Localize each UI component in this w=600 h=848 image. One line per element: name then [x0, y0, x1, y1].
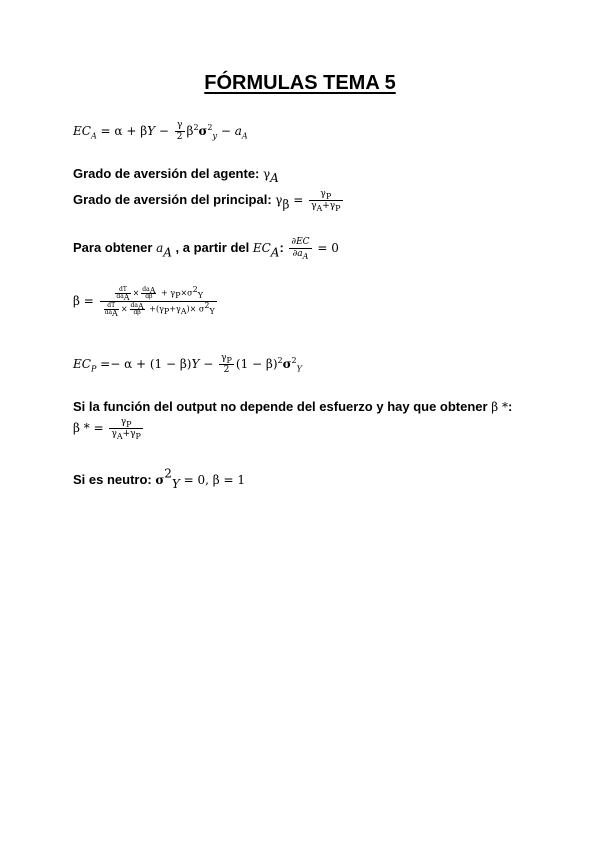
minus-sign: − — [155, 124, 173, 138]
beta-star-formula: β * = $\frac{\gamma_P}{\gamma_A+\gamma_P}$ — [73, 417, 141, 441]
output-condition-label: Si la función del output no depende del esfuerzo y hay que obtener — [73, 399, 492, 414]
beta-formula — [73, 284, 219, 319]
beta-main-fraction: $\frac{dT}{da_A}$ × $\frac{da_A}{d\beta}$ + $\gamma_P\times\sigma^2_Y$ $\frac{dT}{da_A}$ × $\frac{da_A}{d\beta}$ $+(\gamma_P+\gamma_A)\times \sigma^2_Y$ — [100, 287, 217, 316]
ec-agent-formula: $EC_A = \alpha + \beta Y$ − $\frac{\gamma}{2}$ $\beta^2\sigma^2_y - a_A$ — [73, 120, 248, 142]
neutral-line: Si es neutro: $\sigma^2_Y = 0$, β = 1 — [73, 466, 245, 492]
partial-derivative-fraction: $\frac{\partial EC}{\partial a_A}$ — [291, 237, 310, 261]
obtain-a-line: Para obtener $a_A$ , a partir del $EC_A$: $\frac{\partial EC}{\partial a_A}$ = 0 — [73, 237, 339, 261]
ec-subscript: A — [90, 131, 97, 141]
gamma-symbol: γ — [263, 167, 271, 181]
y-symbol: Y — [147, 124, 156, 138]
gamma-over-two: $\frac{\gamma}{2}$ — [176, 120, 183, 142]
ec-rhs-start: = α + β — [96, 124, 148, 138]
ec-symbol: EC — [73, 124, 91, 138]
beta-lhs: β = — [73, 294, 98, 308]
beta-symbol: β — [186, 124, 194, 138]
output-condition-line: Si la función del output no depende del esfuerzo y hay que obtener β *: — [73, 399, 513, 414]
beta-star-fraction: $\frac{\gamma_P}{\gamma_A+\gamma_P}$ — [111, 417, 141, 441]
a-symbol: a — [234, 124, 242, 138]
page-title: FÓRMULAS TEMA 5 — [204, 72, 396, 94]
gamma-ratio-fraction: $\frac{\gamma_P}{\gamma_A+\gamma_P}$ — [311, 189, 341, 213]
obtain-label: Para obtener — [73, 240, 157, 256]
agent-aversion-line: Grado de aversión del agente: $\gamma_A$ — [73, 166, 279, 186]
principal-aversion-label: Grado de aversión del principal: — [73, 192, 276, 208]
agent-aversion-label: Grado de aversión del agente: — [73, 166, 263, 181]
principal-aversion-line: Grado de aversión del principal: $\gamma_\beta$ = $\frac{\gamma_P}{\gamma_A+\gamma_P}$ — [73, 189, 341, 213]
ec-principal-formula: $EC_P =- \alpha + (1 - \beta)Y$ − $\frac{\gamma_P}{2}$ $(1 - \beta)^2\sigma^2_Y$ — [73, 353, 302, 375]
gamma-p-over-two: $\frac{\gamma_P}{2}$ — [221, 353, 232, 375]
neutral-label: Si es neutro: — [73, 472, 156, 487]
sigma-symbol: σ — [198, 124, 208, 138]
